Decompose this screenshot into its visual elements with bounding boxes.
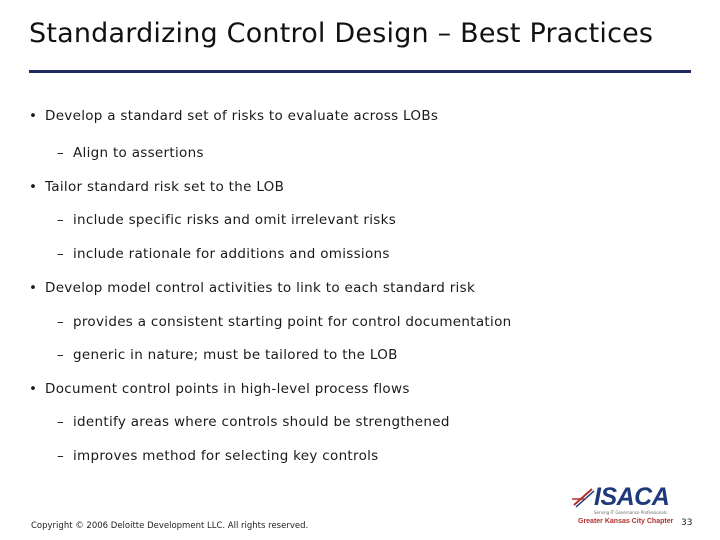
sub-bullet-text: include rationale for additions and omissions xyxy=(73,246,390,262)
bullet-marker: • xyxy=(29,179,38,195)
title-divider xyxy=(29,70,691,73)
sub-bullet-marker: – xyxy=(57,414,65,430)
sub-bullet-item xyxy=(57,212,396,228)
copyright-notice: Copyright © 2006 Deloitte Development LLC. All rights reserved. xyxy=(31,521,309,531)
bullet-marker: • xyxy=(29,280,38,296)
sub-bullet-item xyxy=(57,448,379,464)
bullet-text: Develop a standard set of risks to evaluate across LOBs xyxy=(45,108,439,124)
sub-bullet-marker: – xyxy=(57,448,65,464)
sub-bullet-item xyxy=(57,246,390,262)
sub-bullet-marker: – xyxy=(57,314,65,330)
bullet-item xyxy=(29,381,410,397)
sub-bullet-text: provides a consistent starting point for control documentation xyxy=(73,314,512,330)
isaca-logo xyxy=(572,483,674,529)
sub-bullet-text: identify areas where controls should be strengthened xyxy=(73,414,450,430)
bullet-item xyxy=(29,280,475,296)
bullet-marker: • xyxy=(29,381,38,397)
sub-bullet-marker: – xyxy=(57,246,65,262)
slide-title: Standardizing Control Design – Best Practices xyxy=(29,18,654,49)
page-number: 33 xyxy=(681,518,693,528)
sub-bullet-text: improves method for selecting key controls xyxy=(73,448,379,464)
sub-bullet-marker: – xyxy=(57,212,65,228)
bullet-marker: • xyxy=(29,108,38,124)
logo-wordmark: ISACA xyxy=(594,483,670,511)
sub-bullet-marker: – xyxy=(57,145,65,161)
bullet-text: Document control points in high-level process flows xyxy=(45,381,410,397)
sub-bullet-text: include specific risks and omit irrelevant risks xyxy=(73,212,397,228)
bullet-item xyxy=(29,108,438,124)
sub-bullet-text: Align to assertions xyxy=(73,145,204,161)
logo-tagline: Serving IT Governance Professionals xyxy=(594,510,667,515)
sub-bullet-item xyxy=(57,347,398,363)
bullet-text: Develop model control activities to link to each standard risk xyxy=(45,280,476,296)
sub-bullet-text: generic in nature; must be tailored to the LOB xyxy=(73,347,398,363)
sub-bullet-item xyxy=(57,145,204,161)
sub-bullet-item xyxy=(57,414,450,430)
logo-chapter-name: Greater Kansas City Chapter xyxy=(578,518,674,525)
bullet-text: Tailor standard risk set to the LOB xyxy=(45,179,285,195)
logo-swoosh-icon xyxy=(572,485,596,511)
sub-bullet-item xyxy=(57,314,512,330)
sub-bullet-marker: – xyxy=(57,347,65,363)
bullet-item xyxy=(29,179,284,195)
